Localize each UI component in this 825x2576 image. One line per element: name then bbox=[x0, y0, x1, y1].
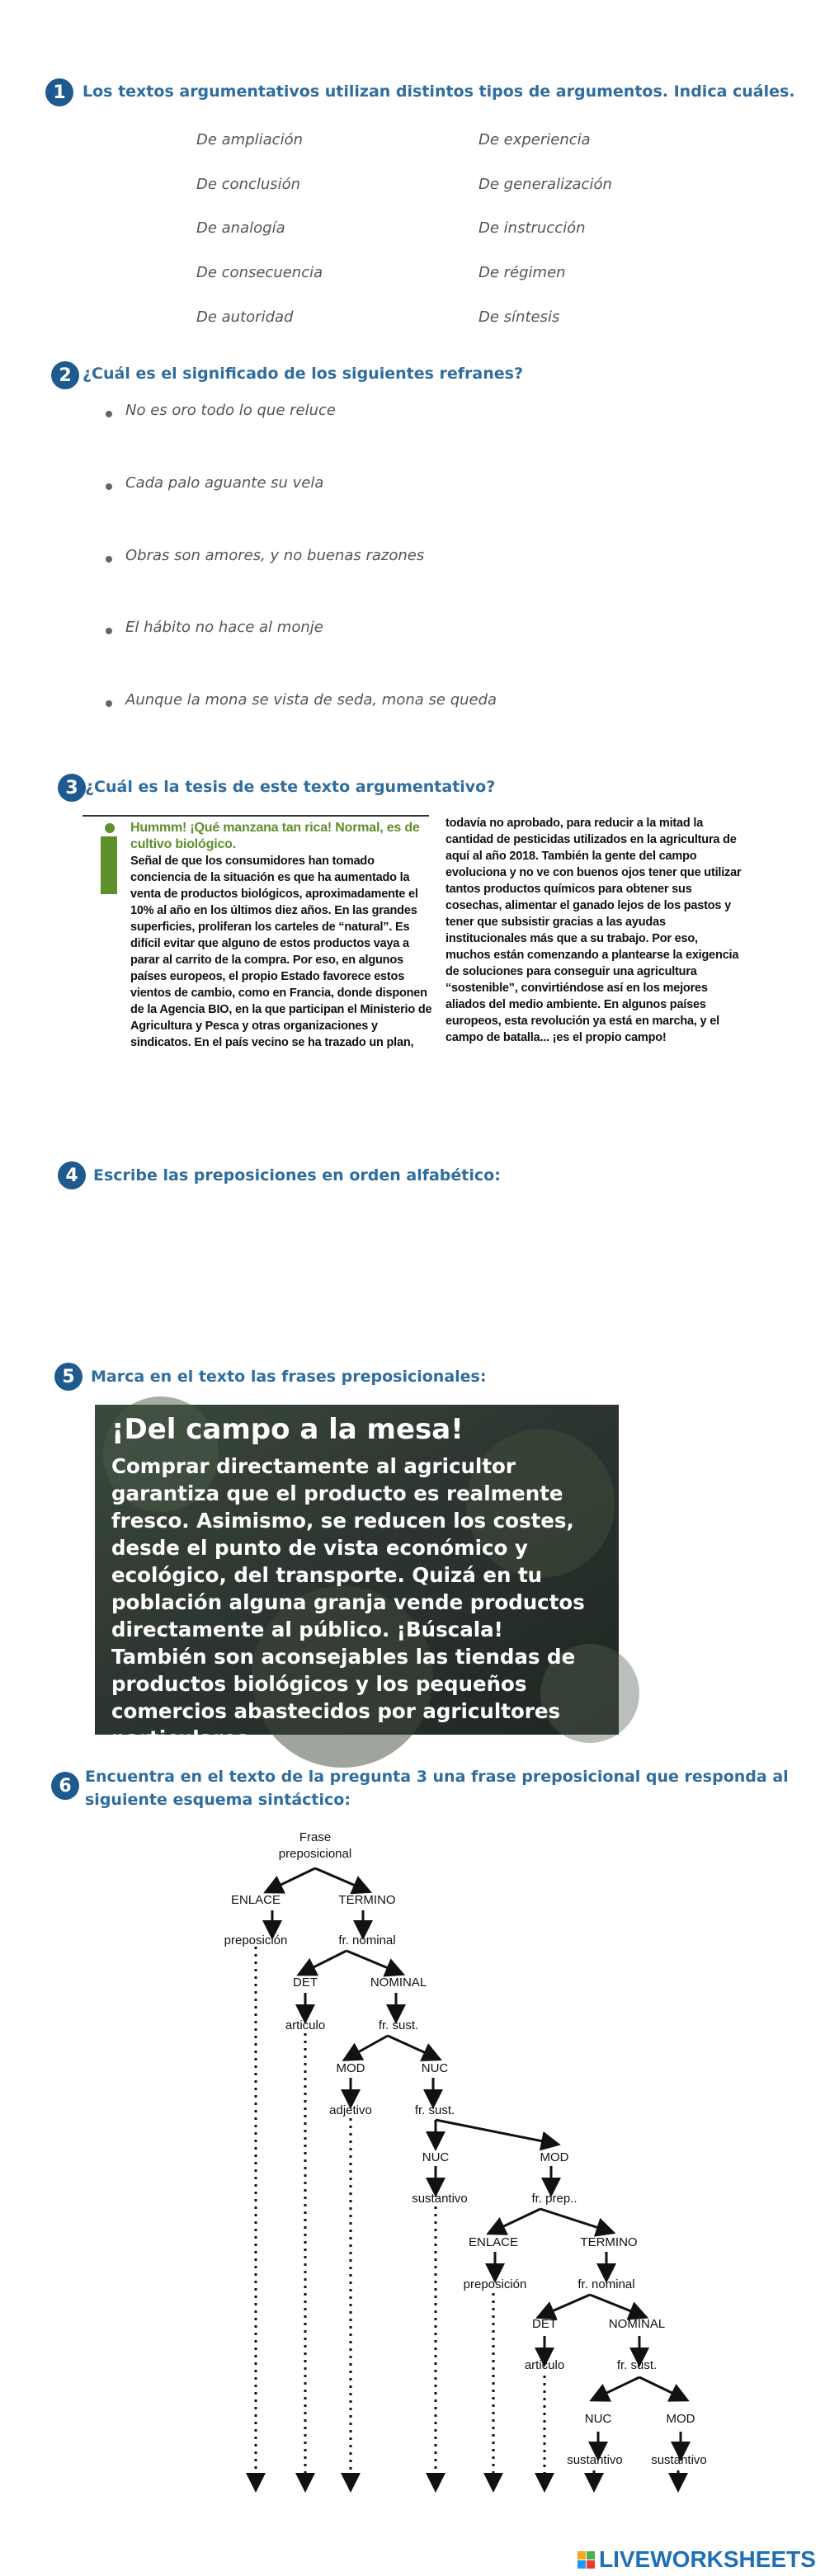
proverb-item: Obras son amores, y no buenas razones bbox=[125, 547, 425, 564]
tree-node: TERMINO bbox=[580, 2235, 638, 2249]
option-left-4[interactable]: De consecuencia bbox=[196, 264, 323, 281]
tree-node: TERMINO bbox=[338, 1893, 396, 1907]
tree-node: sustantivo bbox=[651, 2453, 707, 2467]
tree-node: DET bbox=[532, 2317, 557, 2331]
option-left-3[interactable]: De analogía bbox=[196, 219, 285, 237]
tree-node: fr. sust. bbox=[414, 2103, 455, 2117]
tree-node: preposición bbox=[463, 2277, 527, 2291]
tree-node: NUC bbox=[584, 2412, 612, 2426]
article-heading: Hummm! ¡Qué manzana tan rica! Normal, es de cultivo biológico. bbox=[130, 821, 420, 851]
question-number-badge: 5 bbox=[54, 1363, 82, 1391]
question-number-badge: 2 bbox=[51, 361, 79, 389]
tree-node: fr. nominal bbox=[578, 2277, 635, 2291]
question-6-title-line1: Encuentra en el texto de la pregunta 3 una frase preposicional que responda al bbox=[85, 1768, 789, 1786]
tree-node: DET bbox=[293, 1976, 318, 1990]
tree-node: MOD bbox=[666, 2412, 695, 2426]
tree-node: articulo bbox=[285, 2018, 326, 2032]
liveworksheets-logo-icon bbox=[578, 2551, 596, 2569]
tree-node: Frase bbox=[299, 1830, 332, 1844]
tree-node: NUC bbox=[422, 2150, 450, 2164]
tree-node: fr. nominal bbox=[338, 1933, 396, 1947]
question-4-title: Escribe las preposiciones en orden alfabético: bbox=[93, 1166, 501, 1184]
question-number-badge: 1 bbox=[45, 78, 73, 106]
question-1-title: Los textos argumentativos utilizan distintos tipos de argumentos. Indica cuáles. bbox=[82, 82, 795, 101]
question-3-title: ¿Cuál es la tesis de este texto argumentativo? bbox=[85, 778, 496, 796]
tree-node: preposicional bbox=[278, 1847, 352, 1861]
article-text-1: Señal de que los consumidores han tomado conciencia de la situación es que ha aumentado la venta de productos biológicos, aproximadamente el 10% al año en los últimos diez años. En las grandes superficies, proliferan los carteles de “natural”. Es difícil evitar que alguno de estos productos vaya a parar al carrito de la compra. Por eso, en algunos países europeos, el propio Estado favorece estos vientos de cambio, como en Francia, donde disponen de la Agencia BIO, en la que participan el Ministerio de Agricultura y Pesca y otras organizaciones y sindicatos. En el país vecino se ha trazado un plan, bbox=[130, 855, 432, 1049]
tree-node: NOMINAL bbox=[370, 1976, 427, 1990]
tree-node: ENLACE bbox=[230, 1893, 281, 1907]
tree-node: fr. sust. bbox=[616, 2358, 658, 2372]
question-2-title: ¿Cuál es el significado de los siguientes refranes? bbox=[82, 365, 523, 383]
question-6-title-line2: siguiente esquema sintáctico: bbox=[85, 1791, 351, 1809]
option-left-5[interactable]: De autoridad bbox=[196, 308, 294, 326]
tree-node: NOMINAL bbox=[608, 2317, 666, 2331]
tree-node: fr. sust. bbox=[378, 2018, 419, 2032]
proverb-item: El hábito no hace al monje bbox=[125, 619, 323, 636]
option-right-5[interactable]: De síntesis bbox=[478, 308, 560, 326]
proverb-item: Cada palo aguante su vela bbox=[125, 474, 324, 492]
tree-node: ENLACE bbox=[468, 2235, 519, 2249]
question-number-badge: 3 bbox=[58, 774, 86, 802]
option-left-2[interactable]: De conclusión bbox=[196, 176, 301, 193]
option-right-1[interactable]: De experiencia bbox=[478, 131, 591, 148]
question-number-badge: 6 bbox=[51, 1772, 79, 1800]
tree-node: preposición bbox=[224, 1933, 288, 1947]
option-right-4[interactable]: De régimen bbox=[478, 264, 566, 281]
question-number-badge: 4 bbox=[58, 1161, 86, 1189]
question-5-title: Marca en el texto las frases preposicionales: bbox=[91, 1368, 487, 1386]
proverb-item: Aunque la mona se vista de seda, mona se queda bbox=[125, 691, 497, 709]
photo-text[interactable]: Comprar directamente al agricultor garantiza que el producto es realmente fresco. Asimismo, se reducen los costes, desde el punto de vista económico y ecológico, del transporte. Quizá en tu población alguna granja vende productos directamente al público. ¡Búscala! También son aconsejables las tiendas de productos biológicos y los pequeños comercios abastecidos por agricultores particulares. bbox=[111, 1454, 585, 1750]
option-right-2[interactable]: De generalización bbox=[478, 176, 612, 193]
tree-node: MOD bbox=[540, 2150, 569, 2164]
tree-node: NUC bbox=[421, 2061, 449, 2075]
tree-node: sustantivo bbox=[412, 2192, 468, 2206]
tree-node: sustantivo bbox=[567, 2453, 623, 2467]
article-text-2: todavía no aprobado, para reducir a la mitad la cantidad de pesticidas utilizados en la agricultura de aquí al año 2018. También la gente del campo evoluciona y no ve con buenos ojos tener que utilizar tantos productos químicos para obtener sus cosechas, alimentar el ganado lejos de los pastos y tener que subsistir gracias a las ayudas institucionales más que a su trabajo. Por eso, muchos están comenzando a plantearse la exigencia de soluciones para conseguir una agricultura “sostenible”, convirtiéndose así en los mejores aliados del medio ambiente. En algunos países europeos, esta revolución ya está en marcha, y el campo de batalla... ¡es el propio campo! bbox=[446, 817, 742, 1044]
proverb-item: No es oro todo lo que reluce bbox=[125, 402, 336, 419]
option-left-1[interactable]: De ampliación bbox=[196, 131, 303, 148]
tree-node: articulo bbox=[524, 2358, 565, 2372]
photo-title: ¡Del campo a la mesa! bbox=[111, 1413, 464, 1446]
tree-node: fr. prep.. bbox=[531, 2192, 578, 2206]
tree-node: adjetivo bbox=[329, 2103, 372, 2117]
option-right-3[interactable]: De instrucción bbox=[478, 219, 586, 237]
liveworksheets-logo: LIVEWORKSHEETS bbox=[599, 2546, 816, 2572]
tree-node: MOD bbox=[336, 2061, 365, 2075]
